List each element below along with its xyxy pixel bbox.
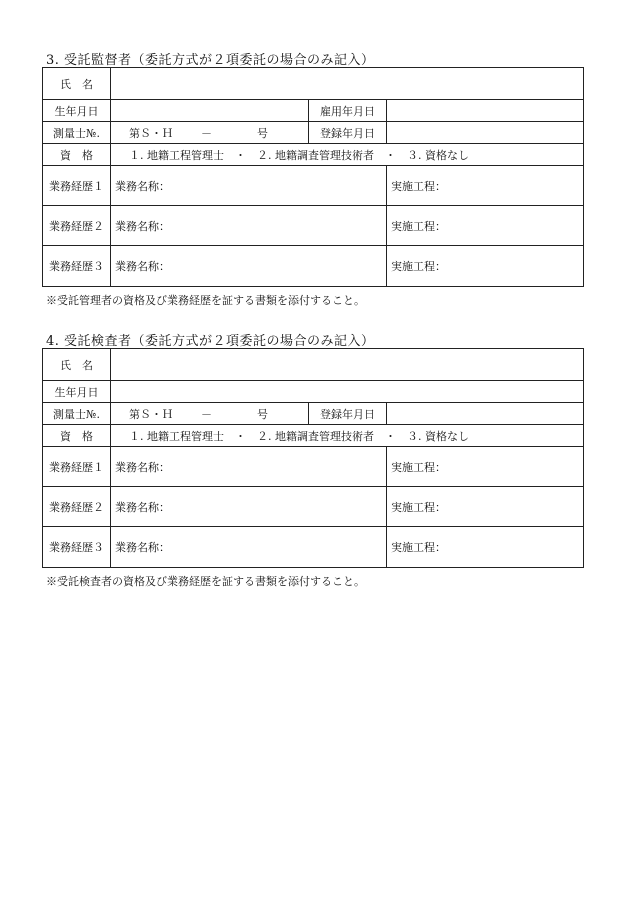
section3-history2-process[interactable]: 実施工程： [387,206,584,246]
section3-qualification-options[interactable]: １. 地籍工程管理士 ・ ２. 地籍調査管理技術者 ・ ３. 資格なし [111,144,584,166]
section4-registration-date-field[interactable] [387,403,584,425]
section4-qualification-options[interactable]: １. 地籍工程管理士 ・ ２. 地籍調査管理技術者 ・ ３. 資格なし [111,425,584,447]
section4-dob-label: 生年月日 [43,381,111,403]
section3-title: 3. 受託監督者（委託方式が２項委託の場合のみ記入） [46,53,375,68]
section3-employment-date-label: 雇用年月日 [309,100,387,122]
section3-name-field[interactable] [111,68,584,100]
section4-title: 4. 受託検査者（委託方式が２項委託の場合のみ記入） [46,334,375,349]
section3-history3-task-name[interactable]: 業務名称： [111,246,387,287]
section4-history3-process[interactable]: 実施工程： [387,527,584,568]
section4-history2-process[interactable]: 実施工程： [387,487,584,527]
section3-history2-task-name[interactable]: 業務名称： [111,206,387,246]
section4-row-history2 [43,487,584,527]
section3-form-table [42,67,584,287]
section4-row-history3 [43,527,584,568]
section3-sh-dash: － [201,126,212,140]
section4-sh-prefix: 第Ｓ・Ｈ [129,407,173,421]
section3-history1-task-name[interactable]: 業務名称： [111,166,387,206]
section4-sh-suffix: 号 [257,407,268,421]
section3-qualification-label: 資 格 [43,144,111,166]
section4-sh-dash: － [201,407,212,421]
section3-dob-label: 生年月日 [43,100,111,122]
section4-surveyor-no-field[interactable] [111,403,309,425]
section4-row-dob [43,381,584,403]
section3-sh-prefix: 第Ｓ・Ｈ [129,126,173,140]
section3-name-label: 氏 名 [43,68,111,100]
section4-name-field[interactable] [111,349,584,381]
section4-dob-field[interactable] [111,381,584,403]
section4-history3-task-name[interactable]: 業務名称： [111,527,387,568]
section4-history1-process[interactable]: 実施工程： [387,447,584,487]
section3-registration-date-field[interactable] [387,122,584,144]
section3-row-dob [43,100,584,122]
section3-row-name [43,68,584,100]
section3-row-surveyor [43,122,584,144]
section4-history1-task-name[interactable]: 業務名称： [111,447,387,487]
section4-row-name [43,349,584,381]
section3-history1-label: 業務経歴１ [43,166,111,206]
section3-registration-date-label: 登録年月日 [309,122,387,144]
section4-row-history1 [43,447,584,487]
section3-history2-label: 業務経歴２ [43,206,111,246]
section3-row-history2 [43,206,584,246]
section3-row-qualification [43,144,584,166]
section3-row-history1 [43,166,584,206]
section3-dob-field[interactable] [111,100,309,122]
section4-row-qualification [43,425,584,447]
section4-form-table [42,348,584,568]
section4-registration-date-label: 登録年月日 [309,403,387,425]
section3-surveyor-no-label: 測量士№. [43,122,111,144]
section3-note: ※受託管理者の資格及び業務経歴を証する書類を添付すること。 [46,294,365,307]
section3-history1-process[interactable]: 実施工程： [387,166,584,206]
section3-employment-date-field[interactable] [387,100,584,122]
section3-history3-process[interactable]: 実施工程： [387,246,584,287]
section4-history2-label: 業務経歴２ [43,487,111,527]
section4-qualification-label: 資 格 [43,425,111,447]
section4-history3-label: 業務経歴３ [43,527,111,568]
section3-surveyor-no-field[interactable] [111,122,309,144]
section4-history2-task-name[interactable]: 業務名称： [111,487,387,527]
section4-name-label: 氏 名 [43,349,111,381]
section4-history1-label: 業務経歴１ [43,447,111,487]
section3-row-history3 [43,246,584,287]
section4-note: ※受託検査者の資格及び業務経歴を証する書類を添付すること。 [46,575,365,588]
section3-history3-label: 業務経歴３ [43,246,111,287]
section4-row-surveyor [43,403,584,425]
section4-surveyor-no-label: 測量士№. [43,403,111,425]
section3-sh-suffix: 号 [257,126,268,140]
